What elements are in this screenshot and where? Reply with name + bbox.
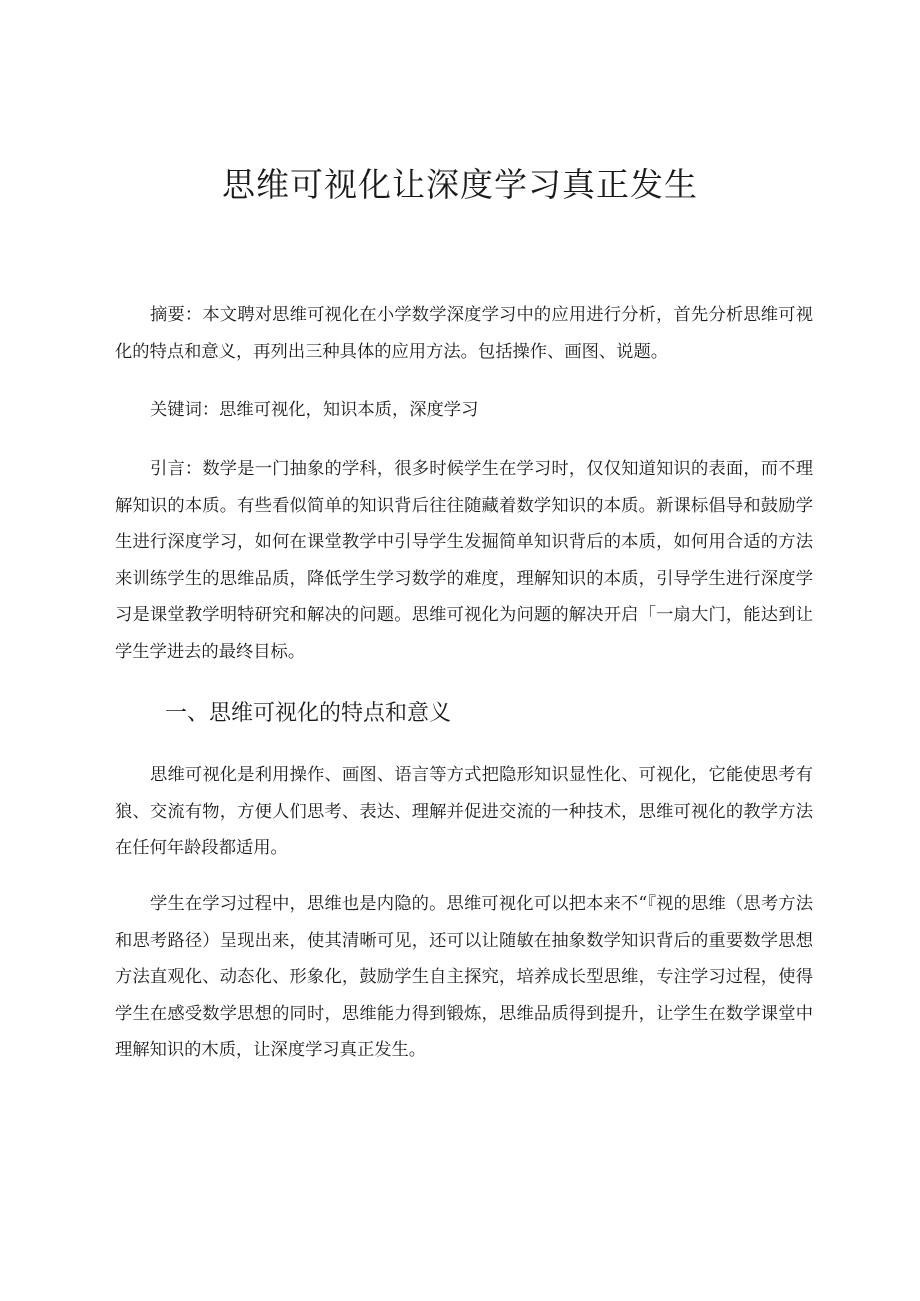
introduction-paragraph: 引言：数学是一门抽象的学科，很多时候学生在学习时，仅仅知道知识的表面，而不理解知识的本质。有些看似简单的知识背后往往随藏着数学知识的本质。新课标倡导和鼓励学生进行深度学习，如何在课堂教学中引导学生发掘简单知识背后的本质，如何用合适的方法来训练学生的思维品质，降低学生学习数学的难度，理解知识的本质，引导学生进行深度学习是课堂教学明特研究和解决的问题。思维可视化为问题的解决开启「一扇大门，能达到让学生学进去的最终目标。 xyxy=(115,459,813,662)
document-title: 思维可视化让深度学习真正发生 xyxy=(222,165,698,204)
abstract-paragraph: 摘要：本文聘对思维可视化在小学数学深度学习中的应用进行分析，首先分析思维可视化的特点和意义，再列出三种具体的应用方法。包括操作、画图、说题。 xyxy=(115,305,813,362)
section-paragraph-1: 思维可视化是利用操作、画图、语言等方式把隐形知识显性化、可视化，它能使思考有狼、交流有物，方便人们思考、表达、理解并促进交流的一种技术，思维可视化的教学方法在任何年龄段都适用。 xyxy=(115,765,813,858)
keywords-line: 关键词：思维可视化，知识本质，深度学习 xyxy=(150,400,479,420)
section-heading: 一、思维可视化的特点和意义 xyxy=(165,701,452,726)
section-paragraph-2: 学生在学习过程中，思维也是内隐的。思维可视化可以把本来不“『视的思维（思考方法和思考路径）呈现出来，使其清晰可见，还可以让随敏在抽象数学知识背后的重要数学思想方法直观化、动态化、形象化，鼓励学生自主探究，培养成长型思维，专注学习过程，使得学生在感受数学思想的同时，思维能力得到锻炼，思维品质得到提升，让学生在数学课堂中理解知识的木质，让深度学习真正发生。 xyxy=(115,894,813,1060)
